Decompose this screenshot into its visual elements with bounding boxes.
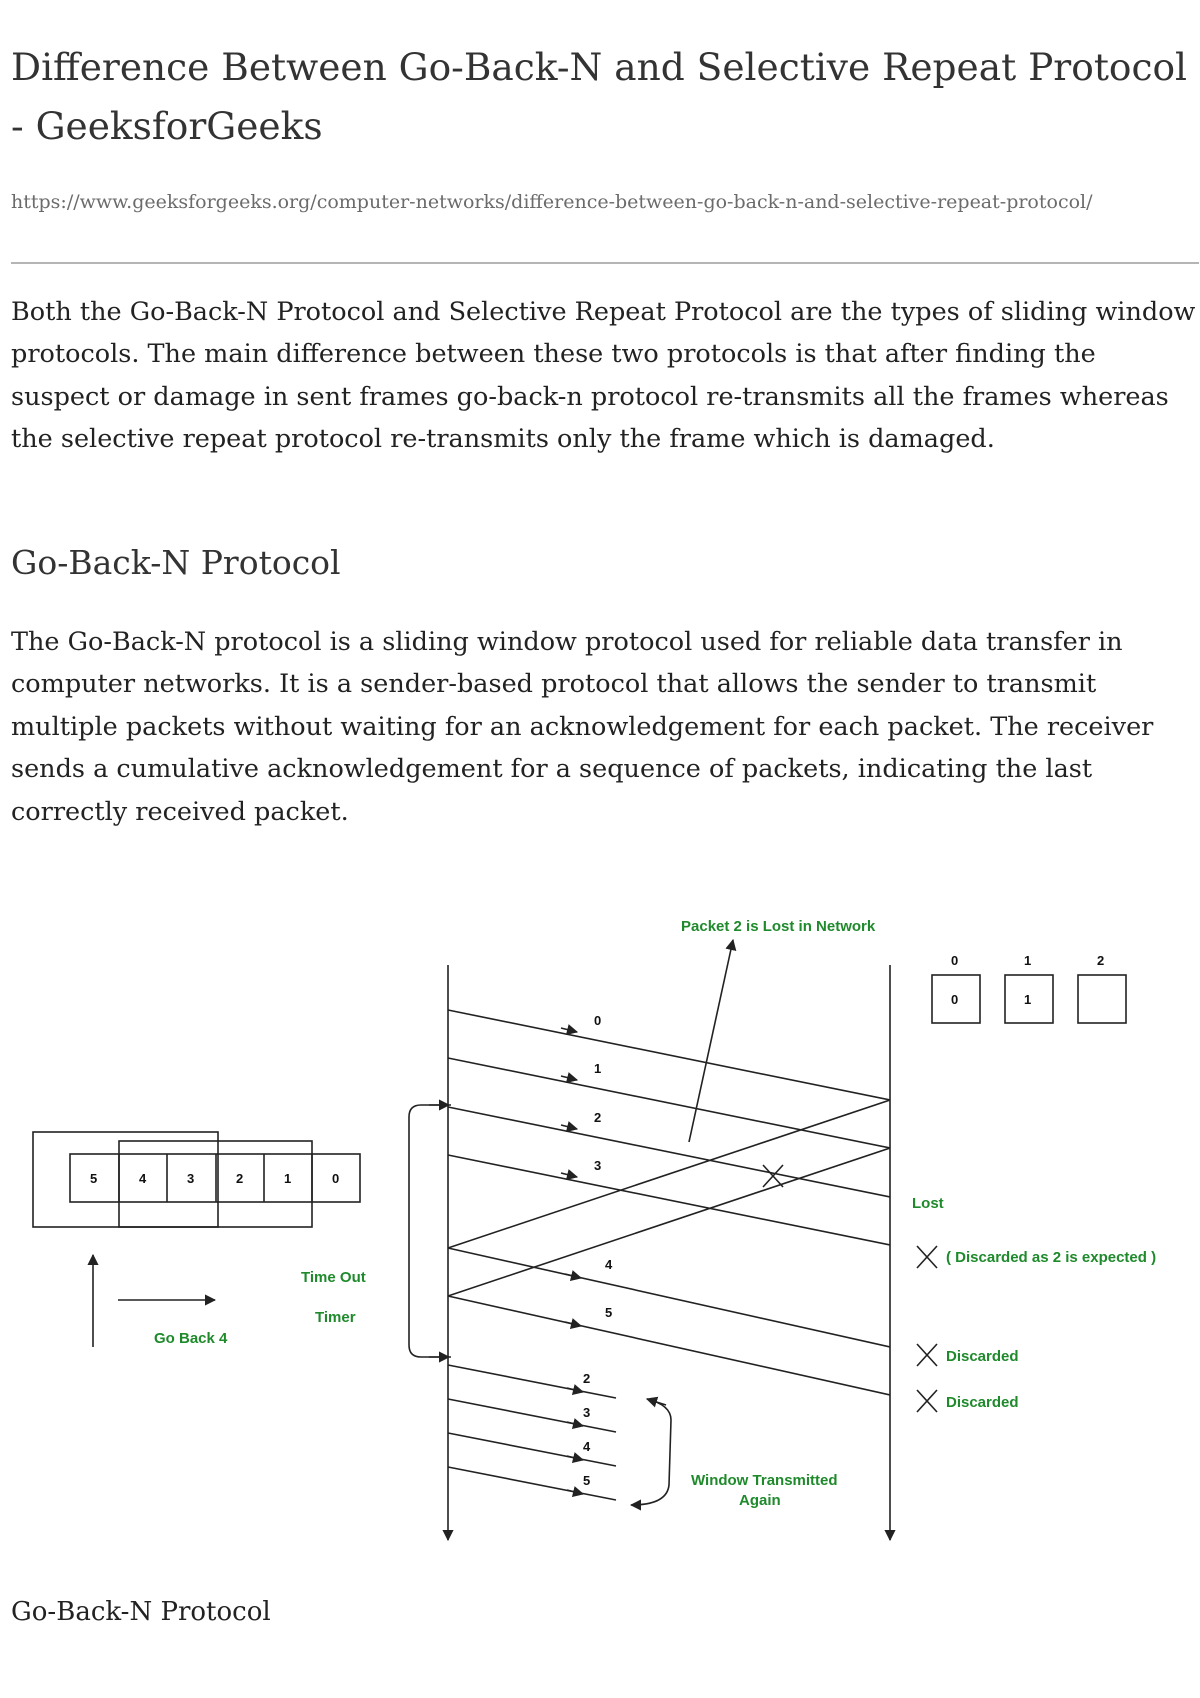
lost-label: Lost — [912, 1195, 944, 1212]
sender-cell-5: 5 — [90, 1171, 98, 1186]
packet-label-5: 5 — [605, 1305, 613, 1320]
packet-3-line — [448, 1155, 890, 1245]
figure-caption: Go-Back-N Protocol — [11, 1597, 271, 1627]
receiver-index-1: 1 — [1024, 953, 1032, 968]
ack-0-line — [448, 1100, 890, 1248]
section-heading: Go-Back-N Protocol — [11, 543, 341, 582]
divider — [11, 262, 1199, 264]
packet-5-line — [448, 1296, 890, 1395]
sender-cell-4: 4 — [139, 1171, 147, 1186]
packet-4-line — [448, 1248, 890, 1347]
timeout-label: Time Out — [301, 1269, 366, 1286]
diagram-svg — [11, 895, 1199, 1560]
receiver-index-2: 2 — [1097, 953, 1105, 968]
discarded-label-1: Discarded — [946, 1348, 1019, 1365]
discarded-expected-label: ( Discarded as 2 is expected ) — [946, 1249, 1157, 1266]
window-again-label-2: Again — [739, 1492, 781, 1509]
discarded-label-2: Discarded — [946, 1394, 1019, 1411]
retx-label-3: 3 — [583, 1405, 591, 1420]
timer-bracket — [409, 1105, 451, 1357]
discard-x-icon-2 — [917, 1344, 937, 1366]
packet-1-line — [448, 1058, 890, 1148]
discard-x-icon-3 — [917, 1390, 937, 1412]
window-again-bracket — [631, 1399, 671, 1505]
retx-label-2: 2 — [583, 1371, 591, 1386]
go-back-n-diagram — [11, 895, 1199, 1560]
sender-window — [70, 1154, 360, 1202]
retx-label-5: 5 — [583, 1473, 591, 1488]
packet-0-line — [448, 1010, 890, 1100]
intro-paragraph: Both the Go-Back-N Protocol and Selective Repeat Protocol are the types of sliding window protocols. The main difference between these two protocols is that after finding the suspect or damage in sent frames go-back-n protocol re-transmits all the frames whereas the selective repeat protocol re-transmits only the frame which is damaged. — [11, 297, 1196, 455]
ack-1-line — [448, 1148, 890, 1296]
sender-cell-1: 1 — [284, 1171, 292, 1186]
packet-label-4: 4 — [605, 1257, 613, 1272]
go-back-label: Go Back 4 — [154, 1330, 228, 1347]
receiver-value-0: 0 — [951, 992, 959, 1007]
section-paragraph: The Go-Back-N protocol is a sliding window protocol used for reliable data transfer in computer networks. It is a sender-based protocol that allows the sender to transmit multiple packets without waiting for an acknowledgement for each packet. The receiver sends a cumulative acknowledgement for a sequence of packets, indicating the last correctly received packet. — [11, 627, 1154, 827]
retx-2-line — [448, 1365, 616, 1398]
window-again-label-1: Window Transmitted — [691, 1472, 838, 1489]
packet-label-2: 2 — [594, 1110, 602, 1125]
retx-label-4: 4 — [583, 1439, 591, 1454]
receiver-index-0: 0 — [951, 953, 959, 968]
page-title: Difference Between Go-Back-N and Selective Repeat Protocol - GeeksforGeeks — [11, 45, 1188, 148]
sender-cell-0: 0 — [332, 1171, 340, 1186]
packet-label-3: 3 — [594, 1158, 602, 1173]
receiver-value-1: 1 — [1024, 992, 1032, 1007]
receiver-slot-2 — [1078, 975, 1126, 1023]
sender-cell-2: 2 — [236, 1171, 244, 1186]
discard-x-icon-1 — [917, 1246, 937, 1268]
packet-2-line — [448, 1107, 890, 1197]
packet-label-1: 1 — [594, 1061, 602, 1076]
packet-lost-label: Packet 2 is Lost in Network — [681, 918, 876, 935]
sender-cell-3: 3 — [187, 1171, 195, 1186]
source-url[interactable]: https://www.geeksforgeeks.org/computer-networks/difference-between-go-back-n-and-selective-repeat-protocol/ — [11, 191, 1093, 213]
timer-label: Timer — [315, 1309, 356, 1326]
packet-label-0: 0 — [594, 1013, 602, 1028]
